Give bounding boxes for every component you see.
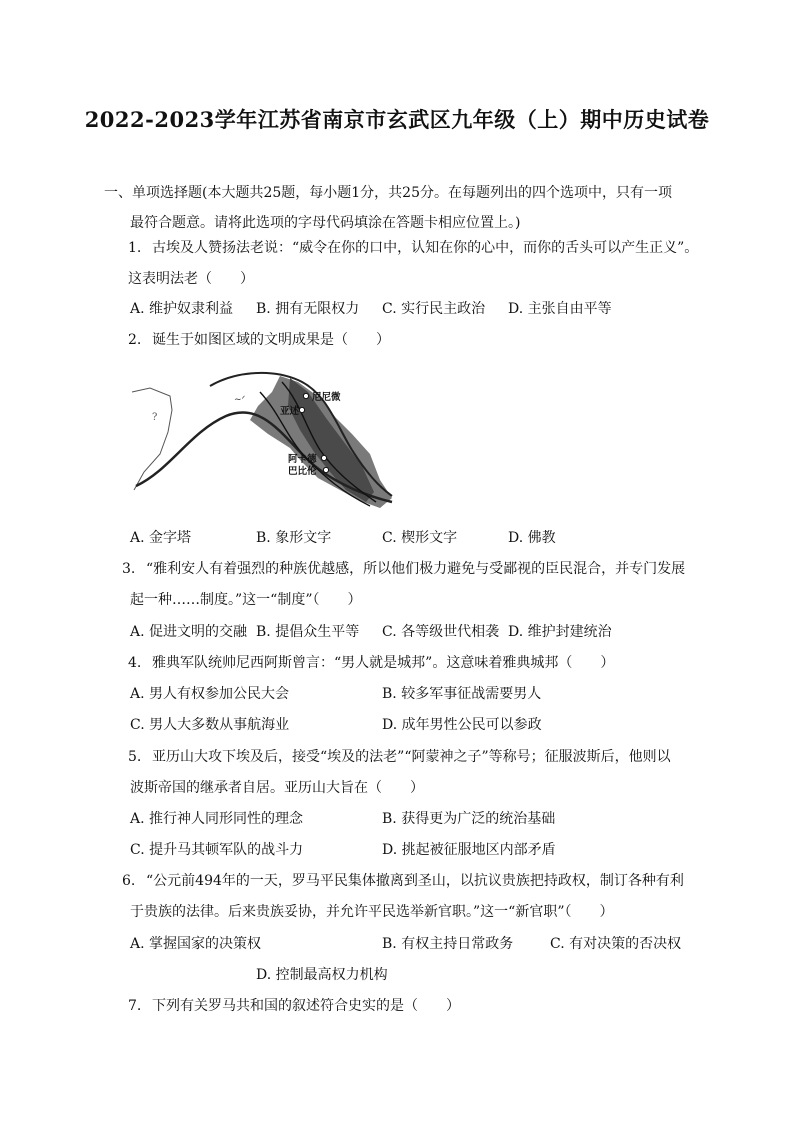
option: C. 提升马其顿军队的战斗力 bbox=[130, 842, 304, 858]
question-text: 古埃及人赞扬法老说：“威令在你的口中，认知在你的心中，而你的舌头可以产生正义”。 bbox=[152, 240, 699, 256]
city-marker bbox=[321, 455, 326, 460]
map-label: 亚述 bbox=[280, 406, 300, 417]
option: B. 较多军事征战需要男人 bbox=[382, 686, 542, 702]
option: A. 金字塔 bbox=[130, 530, 192, 546]
option: A. 维护奴隶利益 bbox=[130, 301, 234, 317]
option: B. 有权主持日常政务 bbox=[382, 936, 514, 952]
option: D. 维护封建统治 bbox=[508, 624, 612, 640]
question-text: 雅典军队统帅尼西阿斯曾言：“男人就是城邦”。这意味着雅典城邦（ ） bbox=[152, 655, 615, 671]
question-text: 下列有关罗马共和国的叙述符合史实的是（ ） bbox=[152, 998, 460, 1014]
option: C. 楔形文字 bbox=[382, 530, 458, 546]
question-4 bbox=[128, 648, 728, 679]
question-text-cont: 波斯帝国的继承者自居。亚历山大旨在（ ） bbox=[130, 780, 424, 796]
option: D. 控制最高权力机构 bbox=[256, 967, 388, 983]
option: B. 提倡众生平等 bbox=[256, 624, 360, 640]
map-label: 尼尼微 bbox=[312, 392, 341, 403]
question-text: “公元前494年的一天，罗马平民集体撤离到圣山，以抗议贵族把持政权，制订各种有利 bbox=[146, 873, 684, 889]
option: C. 有对决策的否决权 bbox=[550, 936, 682, 952]
option: C. 各等级世代相袭 bbox=[382, 624, 500, 640]
map-mark: ? bbox=[152, 412, 158, 423]
option: D. 佛教 bbox=[508, 530, 556, 546]
option: A. 推行神人同形同性的理念 bbox=[130, 811, 304, 827]
question-6 bbox=[122, 866, 722, 928]
map-label: 巴比伦 bbox=[288, 466, 317, 477]
question-5 bbox=[128, 742, 728, 804]
city-marker bbox=[299, 407, 304, 412]
option: C. 实行民主政治 bbox=[382, 301, 486, 317]
question-number: 3. bbox=[122, 561, 136, 577]
option: B. 获得更为广泛的统治基础 bbox=[382, 811, 556, 827]
option: B. 拥有无限权力 bbox=[256, 301, 360, 317]
option: C. 男人大多数从事航海业 bbox=[130, 717, 290, 733]
question-text: 诞生于如图区域的文明成果是（ ） bbox=[152, 332, 390, 348]
mesopotamia-map bbox=[130, 362, 406, 516]
question-text: “雅利安人有着强烈的种族优越感，所以他们极力避免与受鄙视的臣民混合，并专门发展 bbox=[146, 561, 686, 577]
question-text: 亚历山大攻下埃及后，接受“埃及的法老”“阿蒙神之子”等称号；征服波斯后，他则以 bbox=[152, 749, 671, 765]
section-line-1: 一、单项选择题(本大题共25题，每小题1分，共25分。在每题列出的四个选项中，只有一项 bbox=[104, 185, 672, 201]
question-number: 1. bbox=[128, 240, 142, 256]
question-1 bbox=[128, 233, 728, 295]
map-mark: ~ᐟ bbox=[234, 395, 246, 405]
question-number: 4. bbox=[128, 655, 142, 671]
option: D. 主张自由平等 bbox=[508, 301, 612, 317]
city-marker bbox=[303, 393, 308, 398]
question-number: 6. bbox=[122, 873, 136, 889]
option: A. 掌握国家的决策权 bbox=[130, 936, 262, 952]
question-3 bbox=[122, 554, 722, 616]
section-line-2: 最符合题意。请将此选项的字母代码填涂在答题卡相应位置上。) bbox=[130, 215, 521, 231]
question-number: 7. bbox=[128, 998, 142, 1014]
question-text-cont: 这表明法老（ ） bbox=[128, 271, 254, 287]
question-2 bbox=[128, 325, 728, 356]
map-label: 阿卡德 bbox=[288, 454, 317, 465]
question-number: 5. bbox=[128, 749, 142, 765]
question-text-cont: 起一种……制度。”这一“制度”（ ） bbox=[130, 592, 362, 608]
page-title: 2022-2023学年江苏省南京市玄武区九年级（上）期中历史试卷 bbox=[84, 107, 710, 132]
option: D. 挑起被征服地区内部矛盾 bbox=[382, 842, 556, 858]
option: B. 象形文字 bbox=[256, 530, 332, 546]
city-marker bbox=[323, 467, 328, 472]
section-header bbox=[104, 178, 704, 238]
option: D. 成年男性公民可以参政 bbox=[382, 717, 542, 733]
question-number: 2. bbox=[128, 332, 142, 348]
option: A. 男人有权参加公民大会 bbox=[130, 686, 290, 702]
option: A. 促进文明的交融 bbox=[130, 624, 248, 640]
question-text-cont: 于贵族的法律。后来贵族妥协，并允许平民选举新官职。”这一“新官职”（ ） bbox=[130, 904, 614, 920]
question-7 bbox=[128, 991, 728, 1022]
